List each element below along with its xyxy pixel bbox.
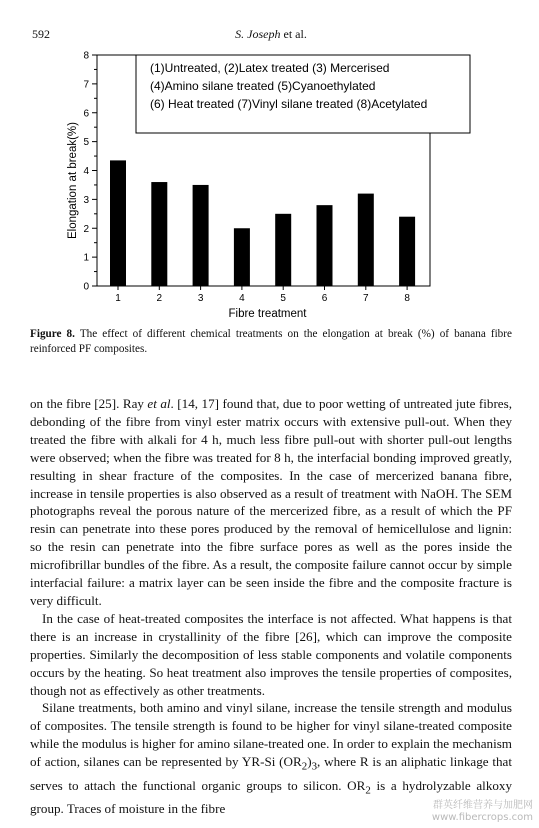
p3-subscript-1: 2 [301, 760, 308, 773]
p3-part-b: ) [307, 754, 312, 770]
x-tick-label: 6 [321, 293, 328, 304]
x-axis-title: Fibre treatment [228, 308, 307, 320]
watermark-line-1: 群英纤维营养与加肥网 [433, 800, 533, 811]
y-tick-label: 5 [83, 137, 89, 149]
body-text [30, 395, 512, 818]
y-tick-label: 7 [83, 79, 89, 91]
p3-subscript-2: 3 [311, 760, 318, 773]
legend-line: (1)Untreated, (2)Latex treated (3) Mercerised [150, 61, 390, 75]
x-tick-label: 3 [197, 293, 204, 304]
y-tick-label: 6 [83, 108, 89, 120]
figure-label: Figure 8. [30, 328, 75, 340]
x-tick-label: 1 [115, 293, 121, 304]
y-tick-label: 4 [83, 166, 89, 177]
bar [234, 228, 250, 286]
p1-rest: . [14, 17] found that, due to poor wetting of untreated jute fibres, debonding of the fibre from vinyl ester matrix occurs with extensive pull-out. When they treated the fibre with alkali for 4 h, much less fibre pull-out with shorter pull-out lengths were observed; when the fibre was treated for 8 h, the interfacial bonding improved greatly, resulting in shear fracture of the composites. In the case of mercerized banana fibre, increase in tensile properties is also observed as a result of treatment with NaOH. The SEM photographs reveal the porous nature of the mercerized fibre, as a result of which the PF resin can penetrate into these pores produced by the removal of hemicellulose and lignin: so the resin can penetrate into the fibre surface pores as well as the pores inside the microfibrillar bundles of the fibre. As a result, the composite failure cannot occur by simple interfacial failure: a matrix layer can be seen inside the fibre and the composite fracture is very difficult. [30, 396, 512, 608]
y-tick-label: 3 [83, 194, 89, 206]
x-tick-label: 8 [404, 293, 410, 304]
p3-part-a: Silane treatments, both amino and vinyl silane, increase the tensile strength and modulus of composites. The tensile strength is found to be higher for vinyl silane-treated composite while the modulus is higher for amino silane-treated one. In order to explain the mechanism of action, silanes can be represented by YR-Si (OR [30, 700, 512, 770]
page-number: 592 [32, 27, 50, 41]
x-tick-label: 2 [156, 293, 163, 304]
bar [399, 217, 415, 286]
bar [317, 205, 333, 286]
elongation-bar-chart [0, 0, 539, 325]
running-head-suffix: et al. [280, 27, 307, 41]
p3-part-c: , where R is an aliphatic linkage that serves to attach the functional organic groups to silicon. OR [30, 754, 512, 793]
paragraph-2: In the case of heat-treated composites the interface is not affected. What happens is that there is an increase in crystallinity of the fibre [26], which can improve the composite properties. Similarly the decomposition of less stable components and volatile components occurs by the heating. So heat treatment also improves the tensile properties of composites, though not as effectively as other treatments. [30, 610, 512, 698]
bar [151, 182, 167, 286]
y-tick-label: 2 [83, 223, 89, 235]
legend-line: (6) Heat treated (7)Vinyl silane treated (8)Acetylated [150, 97, 428, 111]
legend-line: (4)Amino silane treated (5)Cyanoethylated [150, 79, 376, 93]
watermark [432, 800, 533, 824]
x-tick-label: 4 [239, 293, 245, 304]
y-tick-label: 8 [83, 50, 89, 62]
p1-start: on the fibre [25]. Ray [30, 396, 148, 411]
paragraph-1 [30, 395, 512, 610]
running-head-author: S. Joseph [235, 27, 281, 41]
p3-subscript-3: 2 [365, 784, 371, 797]
bar [110, 160, 126, 286]
figure-caption-text: The effect of different chemical treatments on the elongation at break (%) of banana fibre reinforced PF composites. [30, 328, 512, 355]
x-tick-label: 7 [363, 293, 369, 304]
y-tick-label: 0 [83, 281, 89, 293]
y-tick-label: 1 [83, 252, 89, 264]
p3-part-d: is a hydrolyzable alkoxy group. Traces of moisture in the fibre [30, 777, 513, 817]
y-axis-title: Elongation at break(%) [67, 122, 79, 239]
watermark-line-2: www.fibercrops.com [431, 812, 533, 823]
figure-caption [30, 327, 512, 357]
x-tick-label: 5 [280, 293, 286, 304]
bar [358, 194, 374, 286]
bar [275, 214, 291, 286]
p1-etal: et al [147, 396, 171, 411]
bar [193, 185, 209, 286]
